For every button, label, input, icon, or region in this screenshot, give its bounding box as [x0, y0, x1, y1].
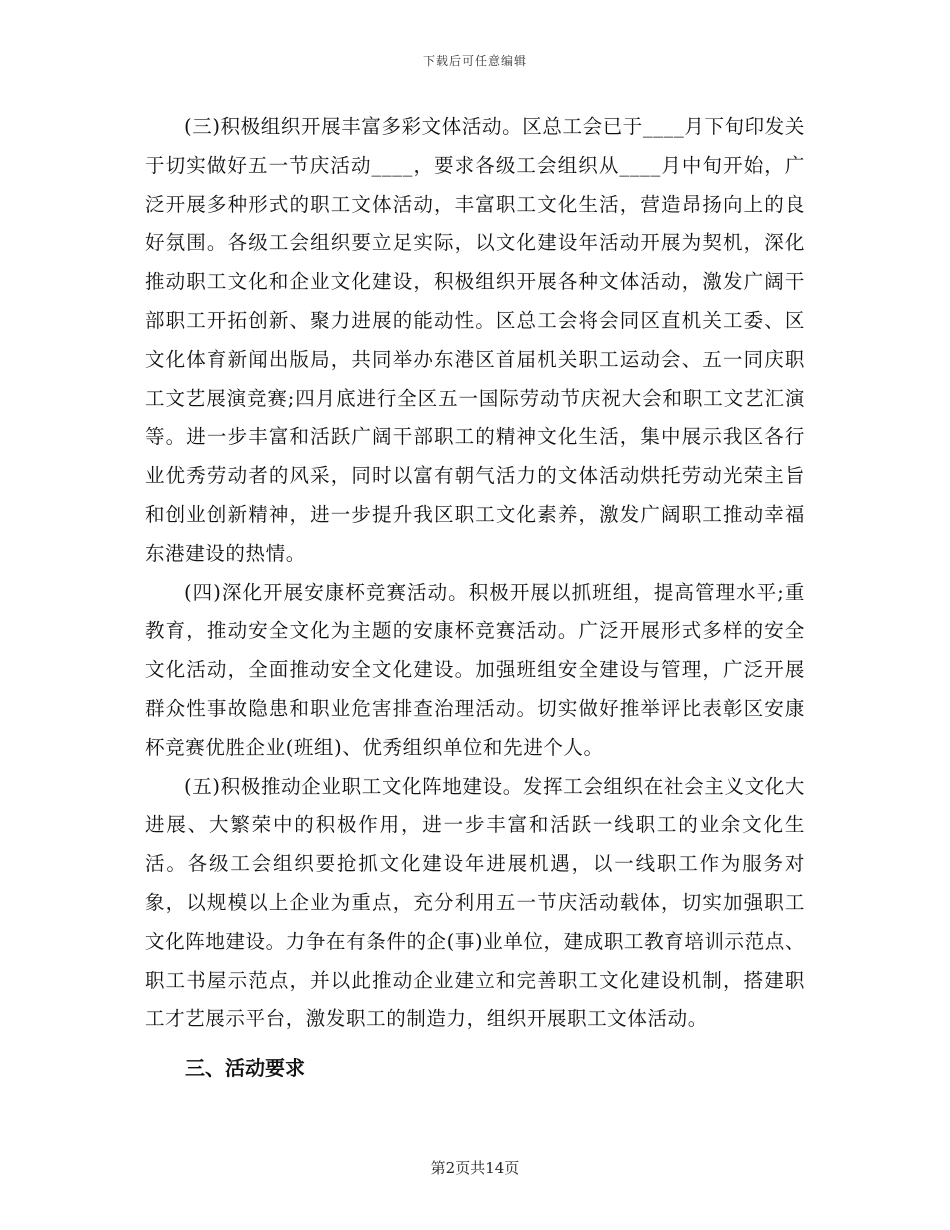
- page-header: 下载后可任意编辑: [422, 54, 527, 68]
- paragraph-section-4: (四)深化开展安康杯竞赛活动。积极开展以抓班组，提高管理水平;重教育，推动安全文化为主题的安康杯竞赛活动。广泛开展形式多样的安全文化活动，全面推动安全文化建设。加强班组安全建设与管理，广泛开展群众性事故隐患和职业危害排查治理活动。切实做好推举评比表彰区安康杯竞赛优胜企业(班组)、优秀组织单位和先进个人。: [145, 580, 805, 759]
- paragraph-section-3: (三)积极组织开展丰富多彩文体活动。区总工会已于____月下旬印发关于切实做好五一节庆活动____，要求各级工会组织从____月中旬开始，广泛开展多种形式的职工文体活动，丰富职工文化生活，营造昂扬向上的良好氛围。各级工会组织要立足实际，以文化建设年活动开展为契机，深化推动职工文化和企业文化建设，积极组织开展各种文体活动，激发广阔干部职工开拓创新、聚力进展的能动性。区总工会将会同区直机关工委、区文化体育新闻出版局，共同举办东港区首届机关职工运动会、五一同庆职工文艺展演竞赛;四月底进行全区五一国际劳动节庆祝大会和职工文艺汇演等。进一步丰富和活跃广阔干部职工的精神文化生活，集中展示我区各行业优秀劳动者的风采，同时以富有朝气活力的文体活动烘托劳动光荣主旨和创业创新精神，进一步提升我区职工文化素养，激发广阔职工推动幸福东港建设的热情。: [145, 115, 805, 565]
- section-heading: 三、活动要求: [185, 1056, 305, 1081]
- paragraph-section-5: (五)积极推动企业职工文化阵地建设。发挥工会组织在社会主义文化大进展、大繁荣中的积极作用，进一步丰富和活跃一线职工的业余文化生活。各级工会组织要抢抓文化建设年进展机遇，以一线职工作为服务对象，以规模以上企业为重点，充分利用五一节庆活动载体，切实加强职工文化阵地建设。力争在有条件的企(事)业单位，建成职工教育培训示范点、职工书屋示范点，并以此推动企业建立和完善职工文化建设机制，搭建职工才艺展示平台，激发职工的制造力，组织开展职工文体活动。: [145, 774, 805, 1031]
- page-footer: 第2页共14页: [430, 1159, 520, 1177]
- document-body: [145, 108, 805, 1087]
